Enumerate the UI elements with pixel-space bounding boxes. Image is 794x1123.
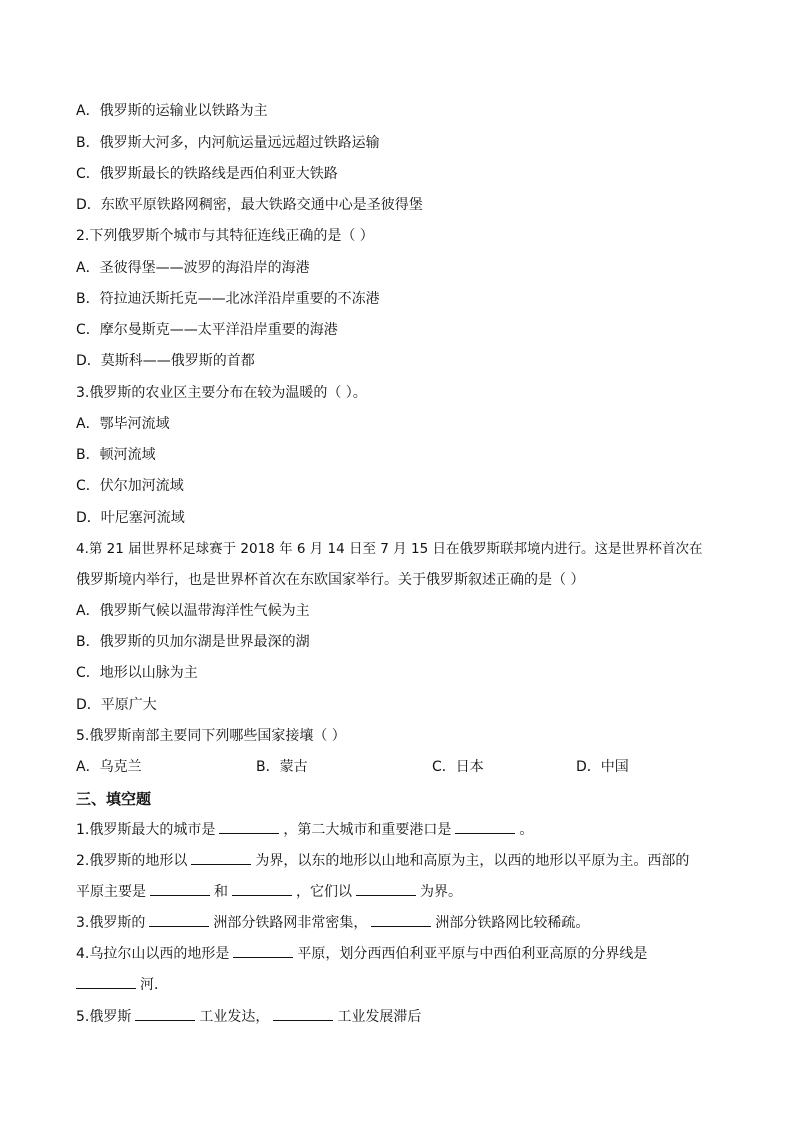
q1-option-d: D．东欧平原铁路网稠密，最大铁路交通中心是圣彼得堡 <box>76 197 423 213</box>
fill-q1-part-b: ，第二大城市和重要港口是 <box>283 822 452 838</box>
fill-q1 <box>76 819 734 841</box>
fill-q2-part-b: 为界，以东的地形以山地和高原为主，以西的地形以平原为主。西部的 <box>255 853 690 869</box>
q4-stem-line2: 俄罗斯境内举行，也是世界杯首次在东欧国家举行。关于俄罗斯叙述正确的是（ ） <box>76 572 585 588</box>
fill-q2-part-f: 为界。 <box>420 884 462 900</box>
q3-option-b: B．顿河流域 <box>76 447 156 463</box>
q5-options-row <box>76 756 734 778</box>
q1-option-a: A．俄罗斯的运输业以铁路为主 <box>76 103 268 119</box>
fill-q5-part-c: 工业发展滞后 <box>337 1009 422 1025</box>
q3-stem: 3.俄罗斯的农业区主要分布在较为温暖的（ ）。 <box>76 385 367 401</box>
q5-option-c: C．日本 <box>432 759 484 775</box>
q1-option-b: B．俄罗斯大河多，内河航运量远远超过铁路运输 <box>76 135 380 151</box>
fill-q2-line1 <box>76 850 734 872</box>
fill-q5-part-b: 工业发达， <box>199 1009 270 1025</box>
q4-option-a: A．俄罗斯气候以温带海洋性气候为主 <box>76 603 310 619</box>
fill-q2-line2 <box>76 881 734 903</box>
q4-option-b: B．俄罗斯的贝加尔湖是世界最深的湖 <box>76 634 310 650</box>
fill-q4-part-a: 4.乌拉尔山以西的地形是 <box>76 946 230 962</box>
fill-q2-part-a: 2.俄罗斯的地形以 <box>76 853 188 869</box>
q2-stem: 2.下列俄罗斯个城市与其特征连线正确的是（ ） <box>76 228 374 244</box>
fill-q4-line2 <box>76 974 734 996</box>
q3-option-a: A．鄂毕河流域 <box>76 416 170 432</box>
q3-option-d: D．叶尼塞河流域 <box>76 510 185 526</box>
q2-option-c: C．摩尔曼斯克——太平洋沿岸重要的海港 <box>76 322 338 338</box>
fill-q4-part-c: 河． <box>140 977 168 993</box>
answer-blank[interactable] <box>356 881 416 896</box>
answer-blank[interactable] <box>455 819 515 834</box>
answer-blank[interactable] <box>149 912 209 927</box>
answer-blank[interactable] <box>273 1006 333 1021</box>
fill-q2-part-e: ，它们以 <box>296 884 352 900</box>
q4-option-d: D．平原广大 <box>76 697 157 713</box>
fill-q3-part-b: 洲部分铁路网非常密集， <box>213 915 368 931</box>
q4-option-c: C．地形以山脉为主 <box>76 665 198 681</box>
fill-q4-part-b: 平原，划分西西伯利亚平原与中西伯利亚高原的分界线是 <box>297 946 648 962</box>
fill-q2-part-c: 平原主要是 <box>76 884 146 900</box>
q2-option-d: D．莫斯科——俄罗斯的首都 <box>76 353 255 369</box>
fill-q4-line1 <box>76 943 734 965</box>
answer-blank[interactable] <box>219 819 279 834</box>
answer-blank[interactable] <box>191 850 251 865</box>
fill-q1-part-c: 。 <box>519 822 534 838</box>
answer-blank[interactable] <box>150 881 210 896</box>
q2-option-b: B．符拉迪沃斯托克——北冰洋沿岸重要的不冻港 <box>76 291 380 307</box>
fill-q5 <box>76 1006 734 1028</box>
answer-blank[interactable] <box>232 881 292 896</box>
section-heading: 三、填空题 <box>76 790 152 808</box>
fill-q5-part-a: 5.俄罗斯 <box>76 1009 132 1025</box>
answer-blank[interactable] <box>233 943 293 958</box>
fill-q3-part-a: 3.俄罗斯的 <box>76 915 146 931</box>
answer-blank[interactable] <box>76 974 136 989</box>
q5-option-d: D．中国 <box>576 759 629 775</box>
q5-option-a: A．乌克兰 <box>76 759 142 775</box>
fill-q3 <box>76 912 734 934</box>
q3-option-c: C．伏尔加河流域 <box>76 478 184 494</box>
q5-stem: 5.俄罗斯南部主要同下列哪些国家接壤（ ） <box>76 728 346 744</box>
q2-option-a: A．圣彼得堡——波罗的海沿岸的海港 <box>76 260 310 276</box>
answer-blank[interactable] <box>371 912 431 927</box>
fill-q1-part-a: 1.俄罗斯最大的城市是 <box>76 822 216 838</box>
q1-option-c: C．俄罗斯最长的铁路线是西伯利亚大铁路 <box>76 166 338 182</box>
answer-blank[interactable] <box>135 1006 195 1021</box>
fill-q2-part-d: 和 <box>214 884 228 900</box>
fill-q3-part-c: 洲部分铁路网比较稀疏。 <box>435 915 590 931</box>
q5-option-b: B．蒙古 <box>256 759 308 775</box>
q4-stem-line1: 4.第 21 届世界杯足球赛于 2018 年 6 月 14 日至 7 月 15 日在俄罗斯联邦境内进行。这是世界杯首次在 <box>76 541 703 557</box>
